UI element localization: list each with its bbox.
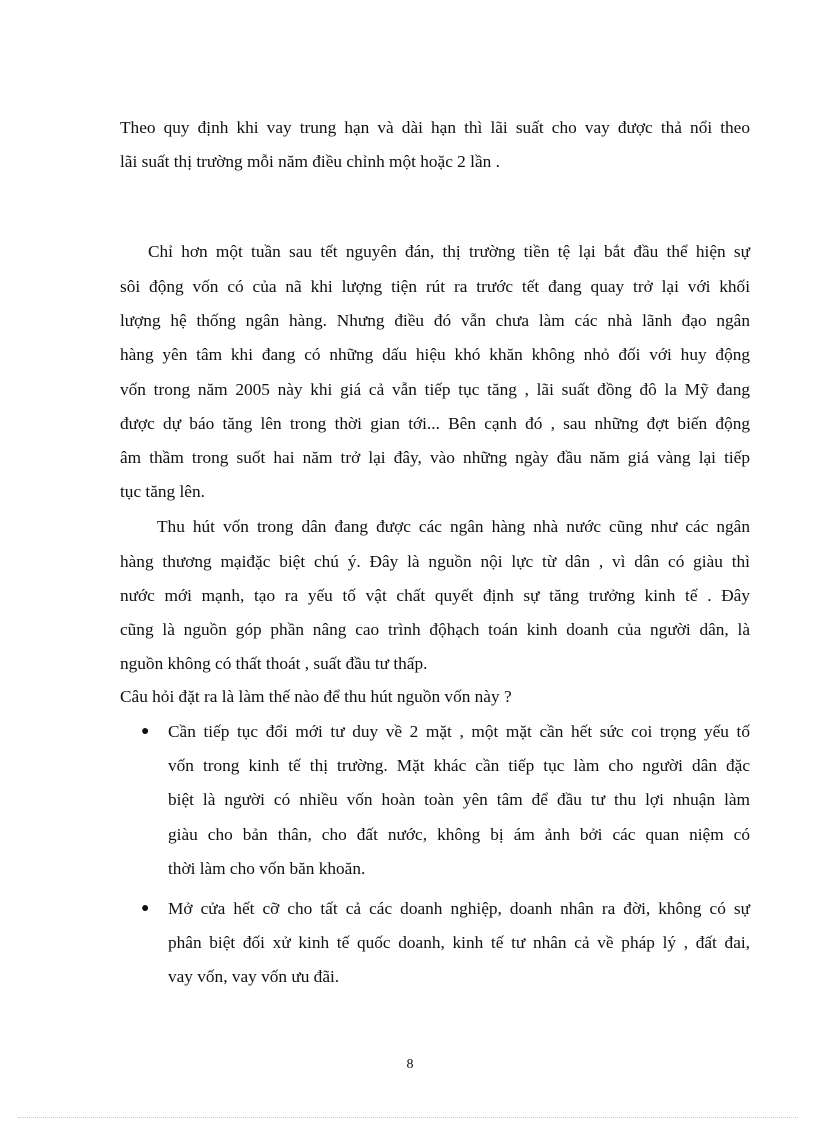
bullet-1-line-1: Cần tiếp tục đổi mới tư duy về 2 mặt , một mặt cần hết sức coi trọng yếu tố <box>168 722 750 741</box>
paragraph-3-line-5: nguồn không có thất thoát , suất đầu tư thấp. <box>120 654 428 673</box>
bullet-1-line-5: thời làm cho vốn băn khoăn. <box>168 859 366 878</box>
bullet-2-line-2: phân biệt đối xử kinh tế quốc doanh, kinh tế tư nhân cả về pháp lý , đất đai, <box>168 933 750 952</box>
paragraph-2-line-5: vốn trong năm 2005 này khi giá cả vẫn tiếp tục tăng , lãi suất đồng đô la Mỹ đang <box>120 380 750 399</box>
paragraph-2-line-7: âm thầm trong suốt hai năm trở lại đây, vào những ngày đầu năm giá vàng lại tiếp <box>120 448 750 467</box>
paragraph-2-line-8: tục tăng lên. <box>120 482 205 501</box>
paragraph-2-line-1: Chỉ hơn một tuần sau tết nguyên đán, thị trường tiền tệ lại bắt đầu thể hiện sự <box>148 242 750 261</box>
bullet-1-line-2: vốn trong kinh tế thị trường. Mặt khác cần tiếp tục làm cho người dân đặc <box>168 756 750 775</box>
bullet-2-line-3: vay vốn, vay vốn ưu đãi. <box>168 967 340 986</box>
paragraph-3-line-2: hàng thương mạiđặc biệt chú ý. Đây là nguồn nội lực từ dân , vì dân có giàu thì <box>120 552 750 571</box>
paragraph-1-line-2: lãi suất thị trường mỗi năm điều chỉnh một hoặc 2 lần . <box>120 152 500 171</box>
bullet-1-line-3: biệt là người có nhiều vốn hoàn toàn yên tâm để đầu tư thu lợi nhuận làm <box>168 790 750 809</box>
bullet-1-line-4: giàu cho bản thân, cho đất nước, không bị ám ảnh bởi các quan niệm có <box>168 825 750 844</box>
bullet-dot-icon: ● <box>141 724 150 739</box>
paragraph-1-line-1: Theo quy định khi vay trung hạn và dài hạn thì lãi suất cho vay được thả nổi theo <box>120 118 750 137</box>
paragraph-2-line-6: được dự báo tăng lên trong thời gian tới... Bên cạnh đó , sau những đợt biến động <box>120 414 750 433</box>
paragraph-2-line-4: hàng yên tâm khi đang có những dấu hiệu khó khăn không nhỏ đối với huy động <box>120 345 750 364</box>
page-bottom-divider <box>18 1117 798 1118</box>
paragraph-3-line-3: nước mới mạnh, tạo ra yếu tố vật chất quyết định sự tăng trưởng kinh tế . Đây <box>120 586 750 605</box>
paragraph-2-line-3: lượng hệ thống ngân hàng. Nhưng điều đó vẫn chưa làm các nhà lãnh đạo ngân <box>120 311 750 330</box>
bullet-dot-icon: ● <box>141 901 150 916</box>
paragraph-3-line-1: Thu hút vốn trong dân đang được các ngân hàng nhà nước cũng như các ngân <box>157 517 750 536</box>
paragraph-3-line-4: cũng là nguồn góp phần nâng cao trình độhạch toán kinh doanh của người dân, là <box>120 620 750 639</box>
paragraph-2-line-2: sôi động vốn có của nã khi lượng tiện rút ra trước tết đang quay trở lại với khối <box>120 277 750 296</box>
bullet-2-line-1: Mở cửa hết cỡ cho tất cả các doanh nghiệp, doanh nhân ra đời, không có sự <box>168 899 750 918</box>
question-line: Câu hỏi đặt ra là làm thế nào để thu hút nguồn vốn này ? <box>120 687 512 706</box>
page-number: 8 <box>406 1057 414 1072</box>
